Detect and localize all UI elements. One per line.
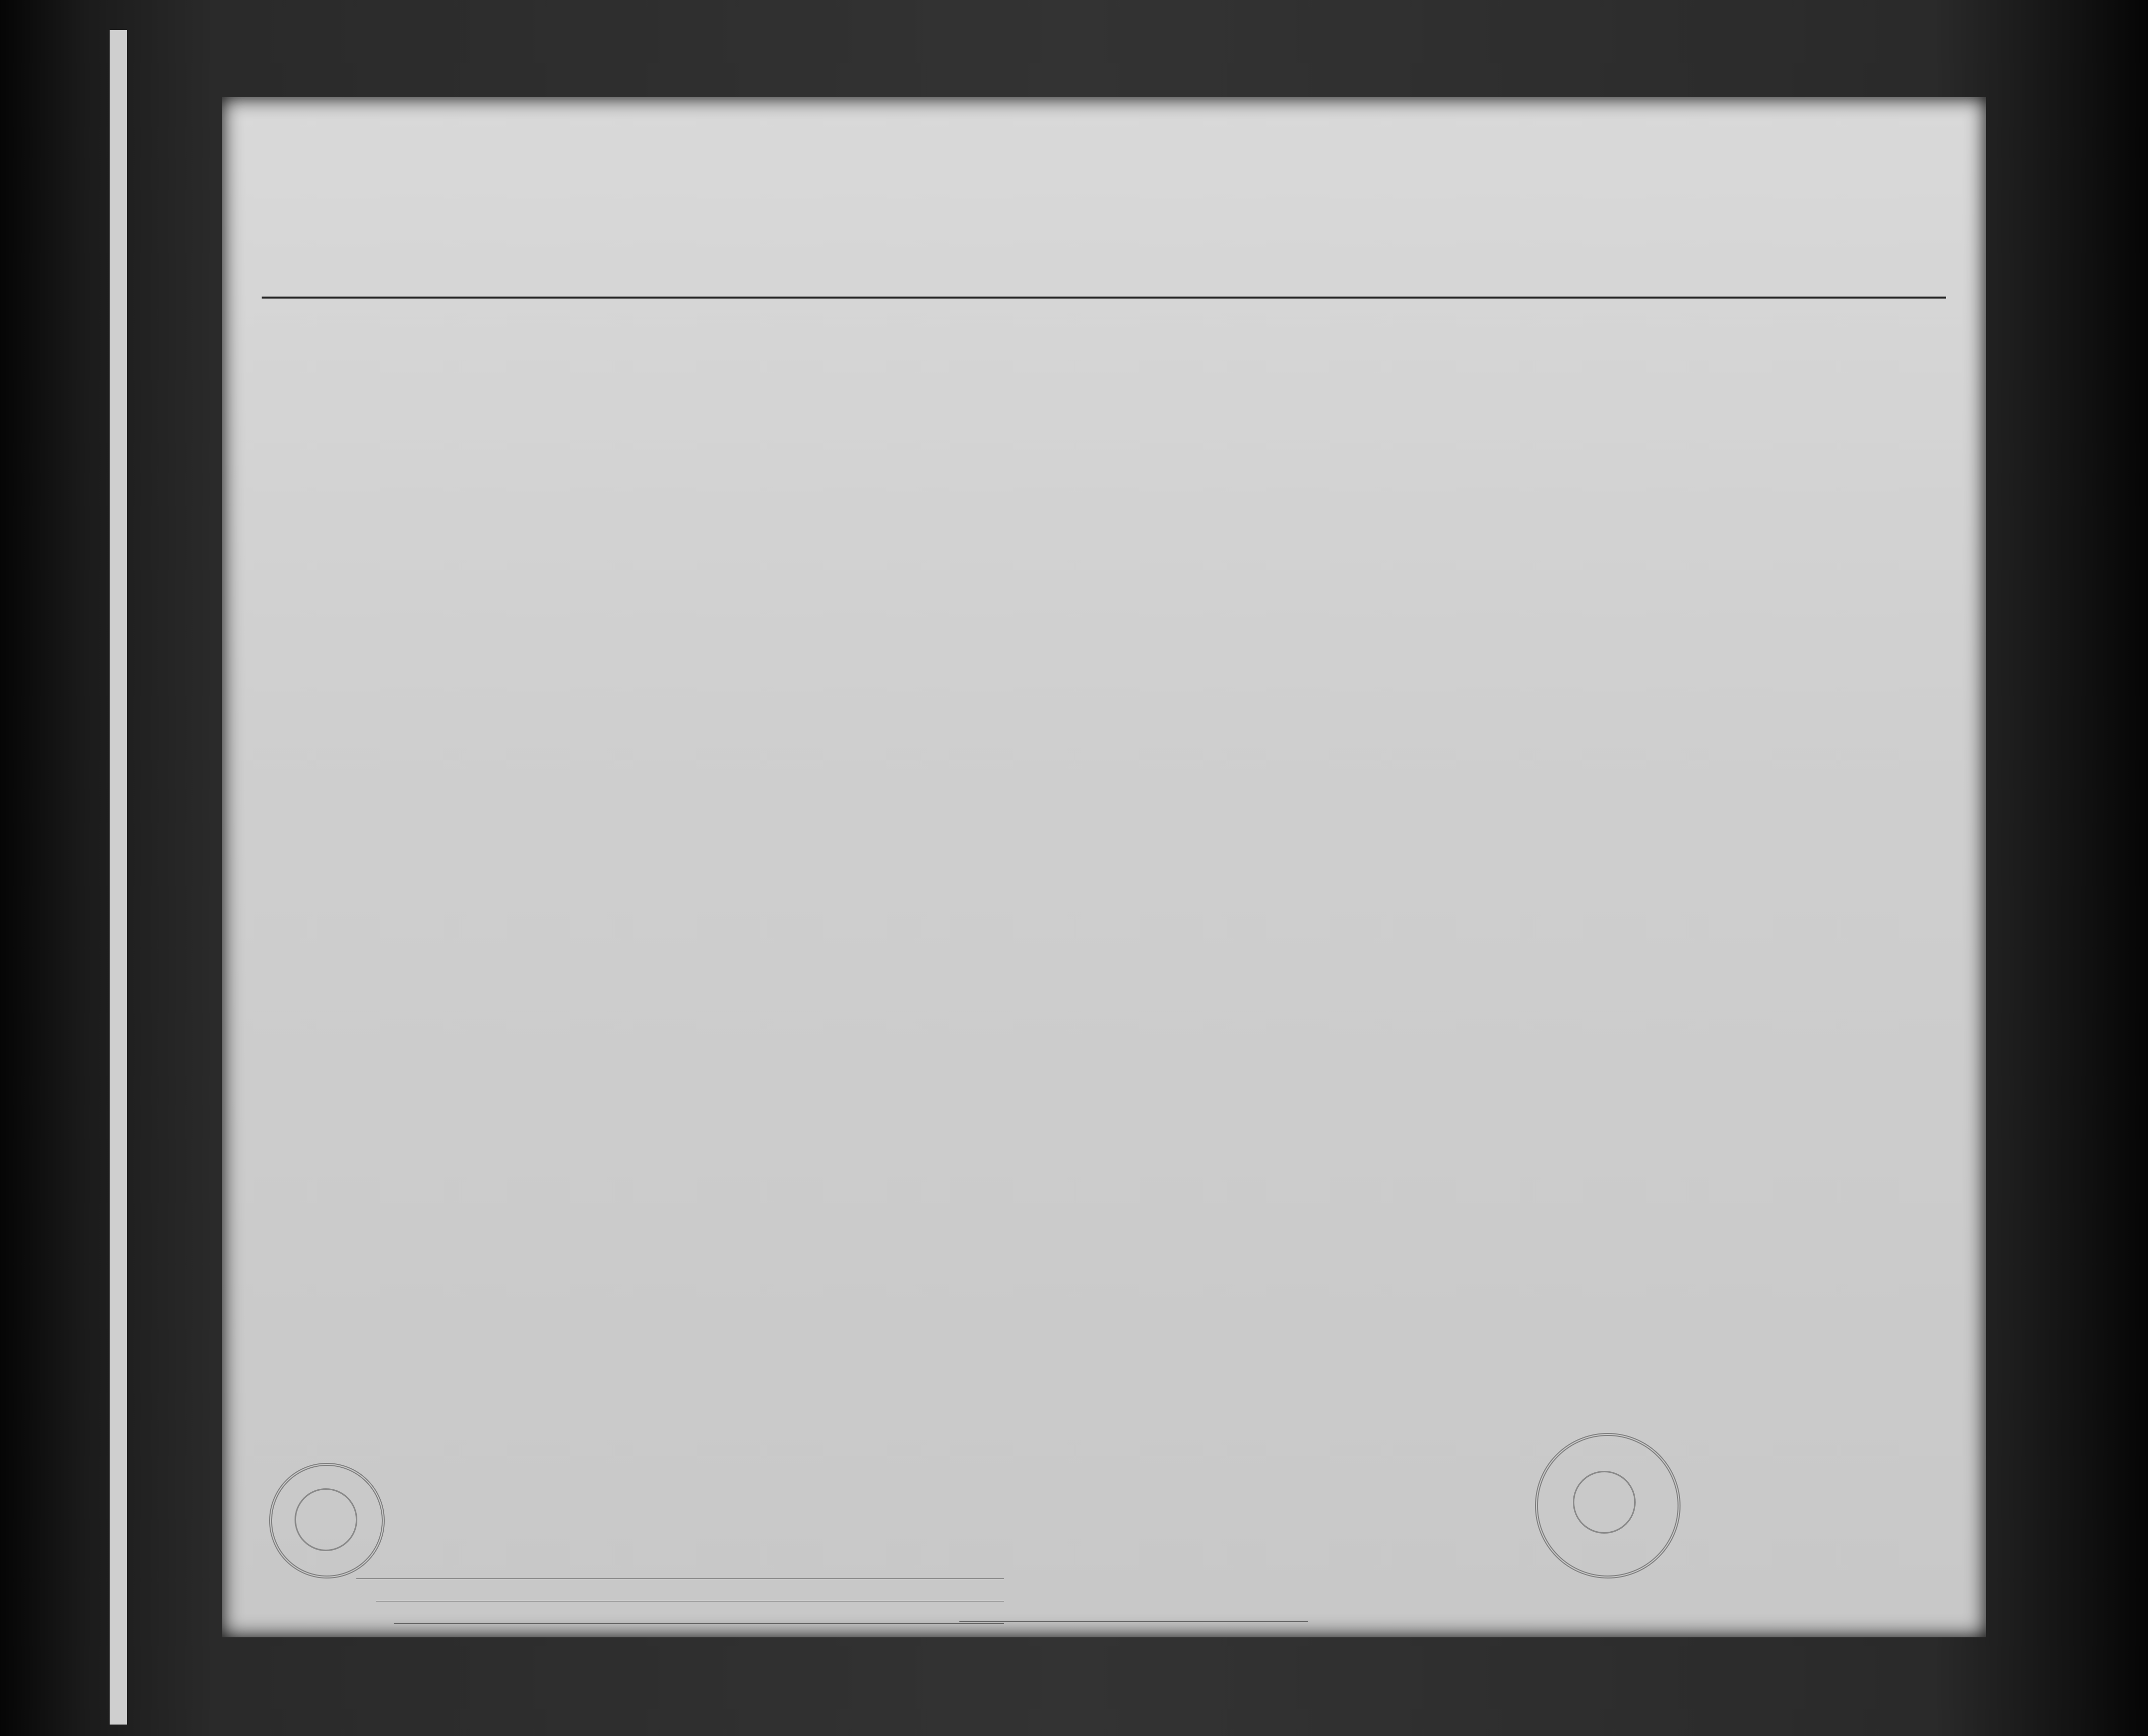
consulate-seal <box>269 1463 385 1578</box>
voyage-line <box>222 257 1986 287</box>
signature-rule <box>959 1621 1308 1622</box>
footer-agents-rule <box>394 1623 1004 1624</box>
consulate-seal <box>1535 1433 1681 1578</box>
footer-line-rule <box>356 1578 1004 1579</box>
top-rule <box>262 297 1946 299</box>
binding-strip <box>110 30 127 1725</box>
manifest-sheet <box>222 97 1986 1637</box>
